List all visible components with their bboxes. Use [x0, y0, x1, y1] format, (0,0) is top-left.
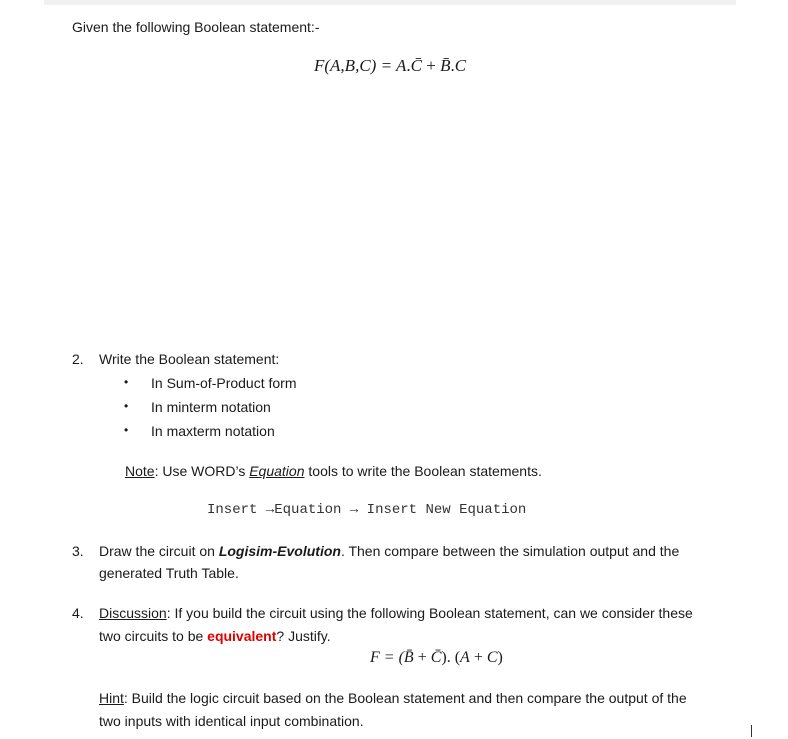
note-text-after: tools to write the Boolean statements. — [304, 463, 542, 479]
bullet-maxterm: In maxterm notation — [151, 423, 275, 439]
eq1-c: C — [454, 56, 467, 75]
eq2-plus: + — [413, 649, 431, 666]
intro-text: Given the following Boolean statement:- — [72, 19, 320, 35]
q3-text-after: . Then compare between the simulation output and the — [340, 543, 680, 559]
boolean-equation — [314, 56, 466, 76]
menu-path — [207, 502, 526, 518]
q3-text: Draw the circuit on — [99, 543, 219, 559]
eq1-dot: . — [450, 56, 455, 75]
menu-step-equation: Equation — [274, 502, 342, 518]
eq2-close: ) — [497, 649, 503, 666]
tool-name: Logisim-Evolution — [218, 543, 341, 559]
eq2-b-bar: B̄ — [403, 649, 414, 666]
hint-line2: two inputs with identical input combination. — [99, 713, 364, 729]
q4-number: 4. — [72, 605, 84, 621]
eq1-dot: . — [406, 56, 411, 75]
page-top-edge — [44, 0, 736, 5]
q4-line2-after: ? Justify. — [276, 628, 331, 644]
q3-line2: generated Truth Table. — [99, 565, 239, 581]
text-cursor — [751, 725, 752, 737]
eq2-plus: + — [469, 649, 487, 666]
eq2-a: A — [460, 649, 470, 666]
arrow-icon: → — [349, 502, 359, 518]
q4-text: : If you build the circuit using the following Boolean statement, can we consider these — [166, 605, 693, 621]
hint-line1 — [99, 689, 687, 707]
eq1-a: A — [395, 56, 407, 75]
q4-line2 — [99, 627, 331, 645]
q3-number: 3. — [72, 543, 84, 559]
q3-line1 — [99, 542, 679, 560]
bullet-sop: In Sum-of-Product form — [151, 375, 297, 391]
hint-label: Hint — [99, 690, 124, 706]
eq1-lhs: F(A,B,C) = — [314, 56, 396, 75]
note-line — [125, 462, 542, 480]
note-text: : Use WORD’s — [154, 463, 250, 479]
arrow-icon: → — [265, 502, 275, 518]
q2-number: 2. — [72, 351, 84, 367]
discussion-label: Discussion — [99, 605, 167, 621]
equivalent-emphasis: equivalent — [207, 628, 277, 644]
menu-step-insert-new-equation: Insert New Equation — [366, 502, 527, 518]
bullet-minterm: In minterm notation — [151, 399, 271, 415]
eq2-c: C — [486, 649, 498, 666]
eq1-c-bar: C̄ — [410, 56, 422, 75]
q4-line2-text: two circuits to be — [99, 628, 208, 644]
eq1-plus: + — [421, 56, 441, 75]
boolean-equation-pos — [370, 649, 503, 667]
equation-link: Equation — [249, 463, 305, 479]
bullet-icon: • — [124, 399, 129, 413]
q2-text: Write the Boolean statement: — [99, 351, 280, 367]
eq2-mid: ). ( — [441, 649, 461, 666]
bullet-icon: • — [124, 423, 129, 437]
menu-step-insert: Insert — [207, 502, 258, 518]
note-label: Note — [125, 463, 155, 479]
bullet-icon: • — [124, 375, 129, 389]
eq2-lhs: F = ( — [370, 649, 404, 666]
eq1-b-bar: B̄ — [440, 56, 451, 75]
eq2-c-bar: C̄ — [430, 649, 442, 666]
hint-text: : Build the logic circuit based on the Boolean statement and then compare the output of the — [123, 690, 687, 706]
q4-line1 — [99, 604, 693, 622]
